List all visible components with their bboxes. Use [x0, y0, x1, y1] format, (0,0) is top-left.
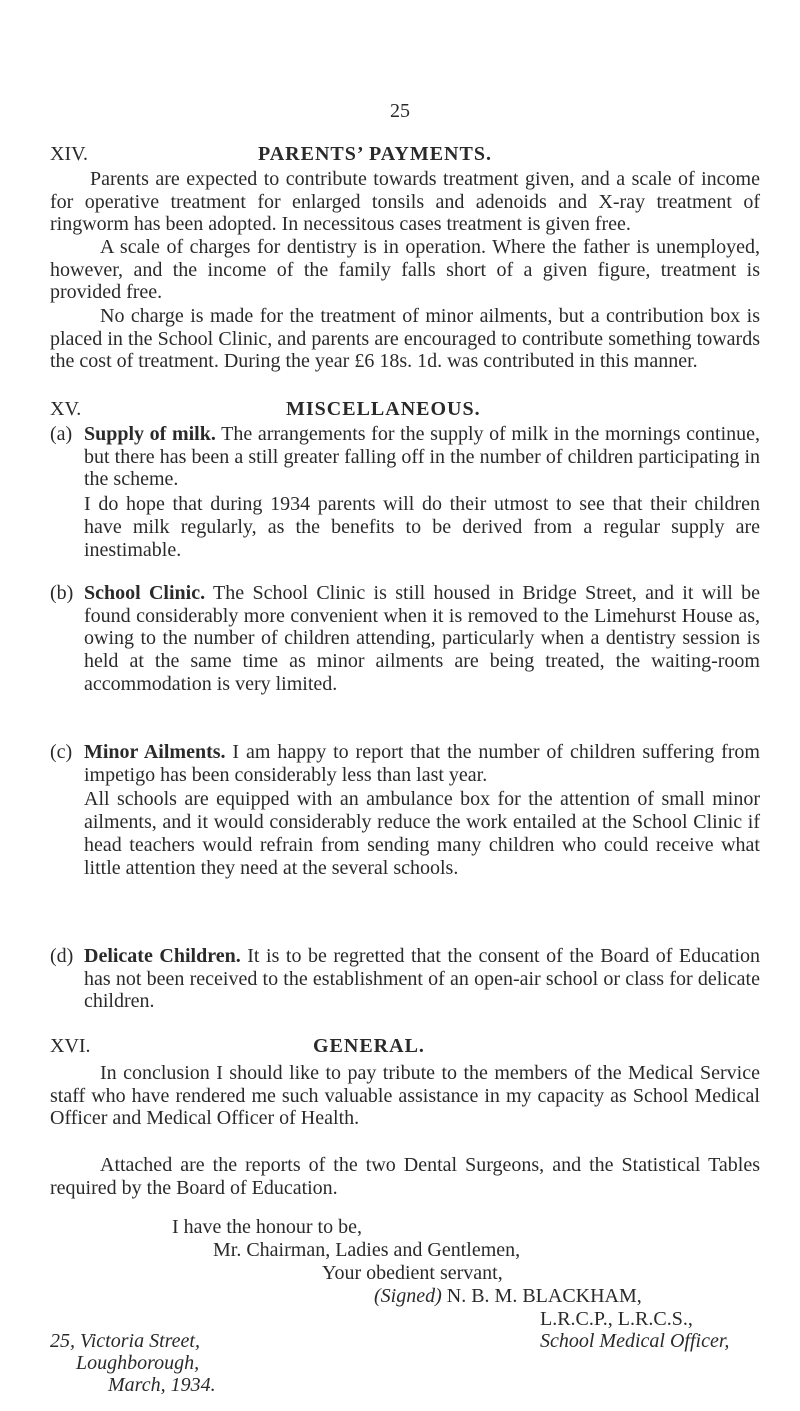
closing-line: I have the honour to be,: [172, 1216, 362, 1238]
signature-line: [374, 1285, 642, 1308]
item-label: (c): [50, 741, 73, 763]
item-heading: Minor Ailments.: [84, 741, 226, 763]
section-number: XVI.: [50, 1035, 91, 1057]
section-title: GENERAL.: [313, 1035, 425, 1057]
paragraph: Attached are the reports of the two Dental Surgeons, and the Statistical Tables required by the Board of Education.: [50, 1154, 760, 1199]
signer-position: School Medical Officer,: [540, 1330, 730, 1352]
item-text: It is to be regretted that the consent of the Board of Education has not been received to the establishment of an open-air school or class for delicate children.: [84, 945, 760, 1013]
address-date: March, 1934.: [108, 1374, 216, 1396]
item-label: (a): [50, 423, 73, 445]
item-heading: School Clinic.: [84, 582, 206, 604]
closing-line: Mr. Chairman, Ladies and Gentlemen,: [213, 1239, 521, 1261]
address-town: Loughborough,: [76, 1352, 200, 1374]
paragraph: A scale of charges for dentistry is in operation. Where the father is unemployed, however, and the income of the family falls short of a given figure, treatment is provided free.: [50, 236, 760, 304]
section-number: XV.: [50, 398, 82, 420]
closing-line: Your obedient servant,: [322, 1262, 503, 1284]
item-extra: All schools are equipped with an ambulance box for the attention of small minor ailments, and it would considerably reduce the work entailed at the School Clinic if head teachers would refrain from sending many children who could receive what little attention they need at the several schools.: [84, 788, 760, 879]
signed-label: (Signed): [374, 1285, 442, 1307]
paragraph: In conclusion I should like to pay tribute to the members of the Medical Service staff who have rendered me such valuable assistance in my capacity as School Medical Officer and Medical Officer of Health.: [50, 1062, 760, 1130]
item-heading: Supply of milk.: [84, 423, 216, 445]
paragraph: No charge is made for the treatment of minor ailments, but a contribution box is placed in the School Clinic, and parents are encouraged to contribute something towards the cost of treatment. During the year £6 18s. 1d. was contributed in this manner.: [50, 305, 760, 373]
signer-name: N. B. M. BLACKHAM,: [441, 1285, 642, 1307]
page-number: 25: [390, 100, 410, 122]
item-text: The arrangements for the supply of milk in the mornings continue, but there has been a still greater falling off in the number of children participating in the scheme.: [84, 423, 761, 491]
item-label: (d): [50, 945, 74, 967]
section-number: XIV.: [50, 143, 88, 165]
item-text: The School Clinic is still housed in Bridge Street, and it will be found considerably more convenient when it is removed to the Limehurst House as, owing to the number of children attending, particularly when a dentistry session is held at the same time as minor ailments are being treated, the waiting-room accommodation is very limited.: [84, 582, 760, 695]
item-extra: I do hope that during 1934 parents will do their utmost to see that their children have milk regularly, as the benefits to be derived from a regular supply are inestimable.: [84, 493, 760, 561]
qualifications: L.R.C.P., L.R.C.S.,: [540, 1308, 693, 1330]
item-label: (b): [50, 582, 74, 604]
paragraph: Parents are expected to contribute towards treatment given, and a scale of income for operative treatment for enlarged tonsils and adenoids and X-ray treatment of ringworm has been adopted. In necessitous cases treatment is given free.: [50, 168, 760, 236]
item-text: I am happy to report that the number of children suffering from impetigo has been considerably less than last year.: [84, 741, 760, 786]
section-title: MISCELLANEOUS.: [286, 398, 481, 420]
item-heading: Delicate Children.: [84, 945, 241, 967]
section-title: PARENTS’ PAYMENTS.: [258, 143, 492, 165]
address-street: 25, Victoria Street,: [50, 1330, 200, 1352]
